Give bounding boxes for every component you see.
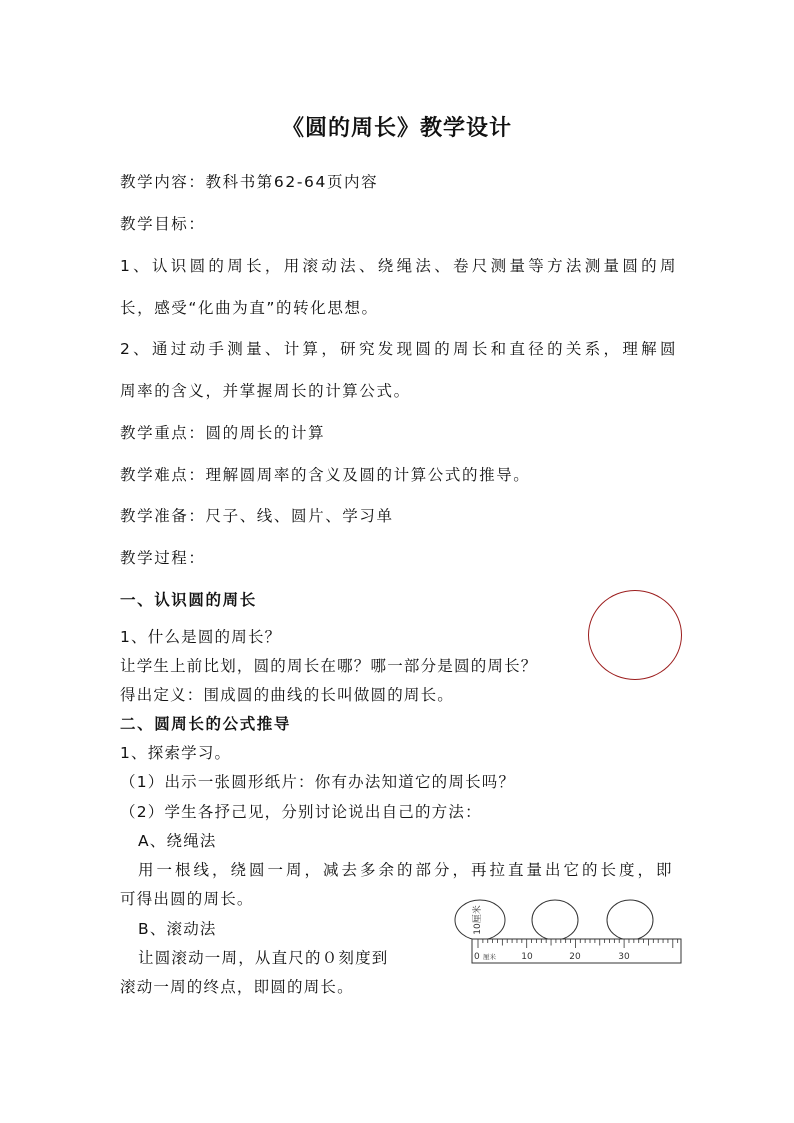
method-b-title: B、滚动法 xyxy=(138,920,217,938)
objective-2-line2: 周率的含义，并掌握周长的计算公式。 xyxy=(120,382,411,400)
ruler-label-20: 20 xyxy=(569,952,581,962)
method-a-title: A、绕绳法 xyxy=(138,832,217,850)
document-title: 《圆的周长》教学设计 xyxy=(281,116,512,141)
method-a-line2: 可得出圆的周长。 xyxy=(120,890,254,908)
rolling-coin-end xyxy=(607,900,653,940)
process-label: 教学过程： xyxy=(120,549,206,567)
method-b-line1: 让圆滚动一周，从直尺的０刻度到 xyxy=(138,949,389,967)
section-2-step-1: （1）出示一张圆形纸片：你有办法知道它的周长吗？ xyxy=(120,773,516,791)
circle-illustration xyxy=(588,590,682,680)
rolling-ruler-figure xyxy=(452,895,684,967)
section-2-heading: 二、圆周长的公式推导 xyxy=(120,715,292,733)
ruler-label-30: 30 xyxy=(618,952,630,962)
teaching-content: 教学内容：教科书第62-64页内容 xyxy=(120,173,379,191)
section-1-heading: 一、认识圆的周长 xyxy=(120,591,257,609)
ruler-unit-label: 厘米 xyxy=(483,953,496,961)
objective-2-line1: 2、通过动手测量、计算，研究发现圆的周长和直径的关系，理解圆 xyxy=(120,340,676,358)
preparation: 教学准备：尺子、线、圆片、学习单 xyxy=(120,507,394,525)
section-2-step-2: （2）学生各抒己见，分别讨论说出自己的方法： xyxy=(120,803,482,821)
objectives-label: 教学目标： xyxy=(120,215,206,233)
ruler-zero-label: 0 xyxy=(474,952,480,962)
rolling-coin-middle xyxy=(532,900,578,940)
section-1-definition: 得出定义：围成圆的曲线的长叫做圆的周长。 xyxy=(120,686,455,704)
objective-1-line1: 1、认识圆的周长，用滚动法、绕绳法、卷尺测量等方法测量圆的周 xyxy=(120,257,676,275)
section-1-question: 1、什么是圆的周长？ xyxy=(120,628,282,646)
ruler-label-10: 10 xyxy=(521,952,533,962)
section-2-explore: 1、探索学习。 xyxy=(120,744,232,762)
method-b-line2: 滚动一周的终点，即圆的周长。 xyxy=(120,978,354,996)
objective-1-line2: 长，感受“化曲为直”的转化思想。 xyxy=(120,299,379,317)
section-1-ask: 让学生上前比划，圆的周长在哪？哪一部分是圆的周长？ xyxy=(120,657,538,675)
difficulty: 教学难点：理解圆周率的含义及圆的计算公式的推导。 xyxy=(120,466,531,484)
method-a-line1: 用一根线，绕圆一周，减去多余的部分，再拉直量出它的长度，即 xyxy=(138,861,672,879)
key-point: 教学重点：圆的周长的计算 xyxy=(120,424,326,442)
coin-size-label: 10厘米 xyxy=(473,905,483,935)
